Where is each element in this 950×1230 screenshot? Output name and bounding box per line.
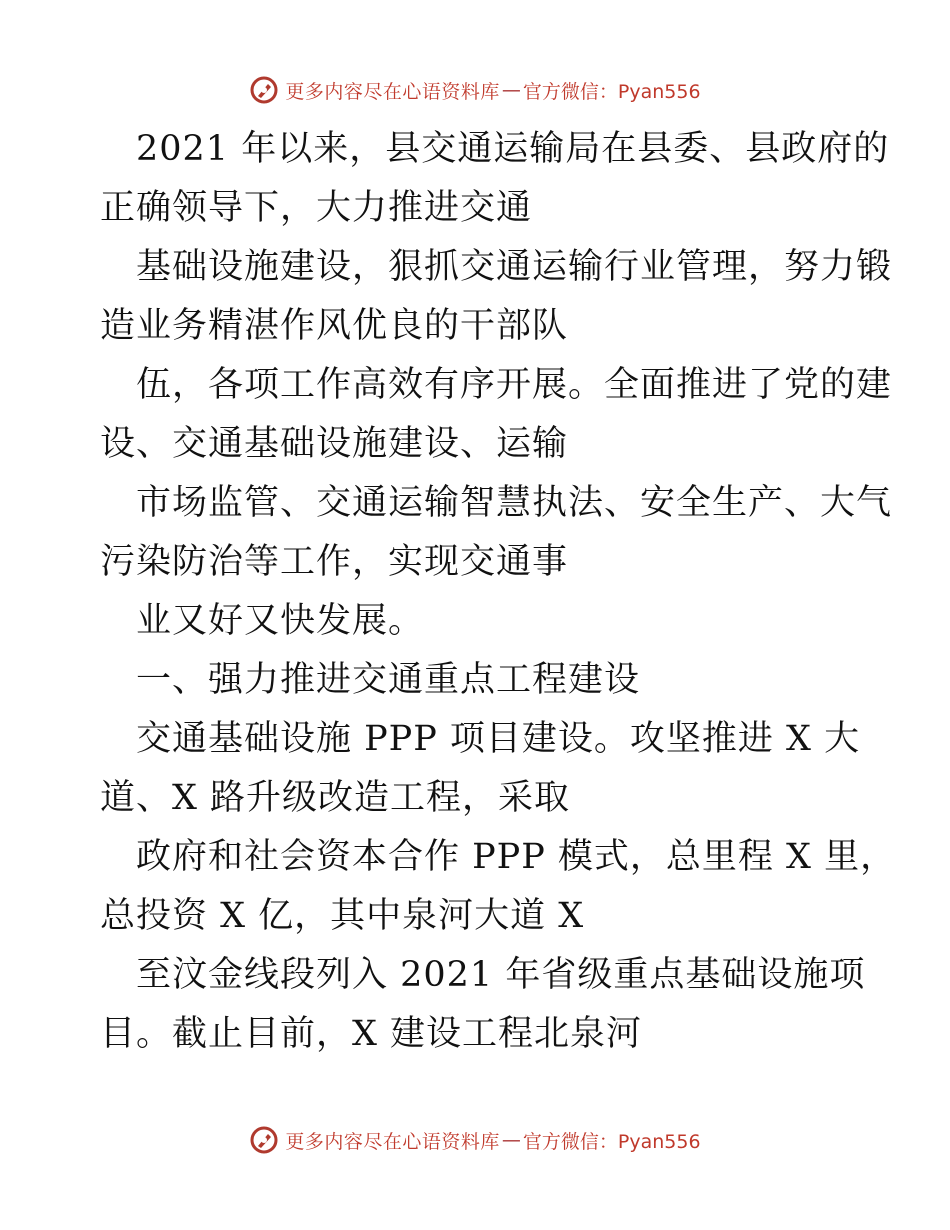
footer-banner bbox=[0, 1118, 950, 1162]
banner-separator: — bbox=[501, 1129, 521, 1151]
text-line: 设、交通基础设施建设、运输 bbox=[100, 424, 569, 464]
text-line: 总投资 X 亿，其中泉河大道 X bbox=[100, 896, 585, 936]
section-heading: 一、强力推进交通重点工程建设 bbox=[136, 660, 641, 700]
text-line: 2021 年以来，县交通运输局在县委、县政府的 bbox=[136, 129, 890, 169]
document-body bbox=[100, 120, 897, 1064]
text-line: 基础设施建设，狠抓交通运输行业管理，努力锻 bbox=[136, 247, 893, 287]
banner-site-text: 更多内容尽在心语资料库 bbox=[285, 1130, 500, 1153]
banner-wechat-text: 官方微信：Pyan556 bbox=[522, 1130, 701, 1153]
text-line: 市场监管、交通运输智慧执法、安全生产、大气 bbox=[136, 483, 893, 523]
text-line: 伍，各项工作高效有序开展。全面推进了党的建 bbox=[136, 365, 893, 405]
text-line: 造业务精湛作风优良的干部队 bbox=[100, 306, 569, 346]
header-banner bbox=[0, 68, 950, 112]
text-line: 目。截止目前，X 建设工程北泉河 bbox=[100, 1014, 643, 1054]
text-line: 业又好又快发展。 bbox=[136, 601, 425, 641]
text-line: 至汶金线段列入 2021 年省级重点基础设施项 bbox=[136, 955, 866, 995]
banner-site-text: 更多内容尽在心语资料库 bbox=[285, 80, 500, 103]
banner-separator: — bbox=[501, 79, 521, 101]
pen-logo-icon bbox=[249, 75, 279, 105]
text-line: 正确领导下，大力推进交通 bbox=[100, 188, 533, 228]
text-line: 道、X 路升级改造工程，采取 bbox=[100, 778, 571, 818]
pen-logo-icon bbox=[249, 1125, 279, 1155]
text-line: 政府和社会资本合作 PPP 模式，总里程 X 里， bbox=[136, 837, 897, 877]
banner-wechat-text: 官方微信：Pyan556 bbox=[522, 80, 701, 103]
text-line: 污染防治等工作，实现交通事 bbox=[100, 542, 569, 582]
text-line: 交通基础设施 PPP 项目建设。攻坚推进 X 大 bbox=[136, 719, 861, 759]
